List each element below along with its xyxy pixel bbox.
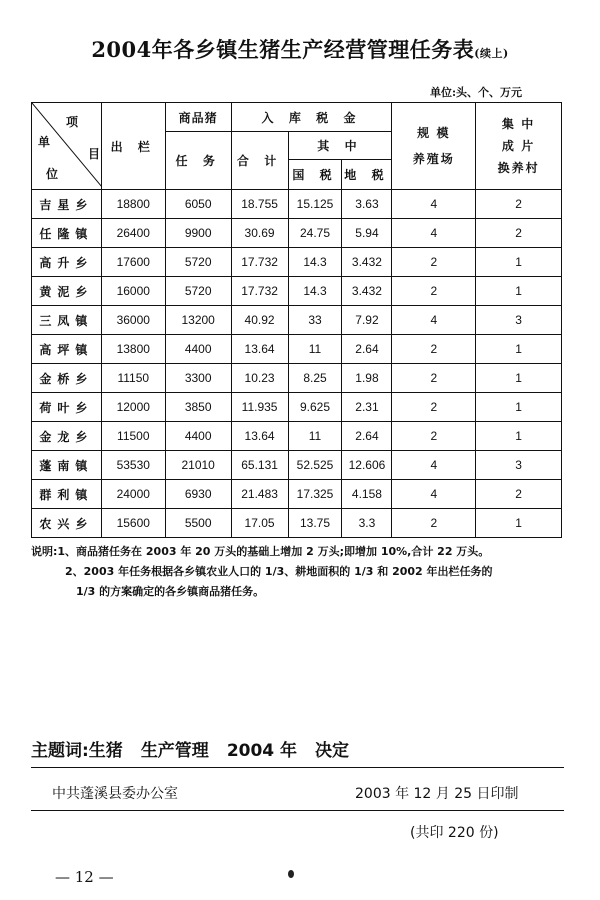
- copies-count: (共印 220 份): [410, 825, 499, 841]
- cell-chulan: 16000: [101, 277, 165, 306]
- page-title: [0, 34, 600, 64]
- cell-dishui: 2.64: [342, 422, 392, 451]
- cell-chulan: 12000: [101, 393, 165, 422]
- corner-top: 项: [66, 115, 79, 129]
- cell-renwu: 4400: [165, 335, 231, 364]
- cell-guimo: 4: [392, 480, 476, 509]
- cell-jizhong: 2: [476, 219, 562, 248]
- table-row: [32, 393, 562, 422]
- corner-header-cell: [32, 103, 102, 190]
- cell-jizhong: 1: [476, 277, 562, 306]
- cell-heji: 13.64: [231, 335, 288, 364]
- cell-jizhong: 2: [476, 190, 562, 219]
- cell-dishui: 3.432: [342, 277, 392, 306]
- cell-jizhong: 1: [476, 509, 562, 538]
- cell-guimo: 2: [392, 364, 476, 393]
- header-chulan: 出 栏: [101, 103, 165, 190]
- cell-dishui: 3.3: [342, 509, 392, 538]
- header-guoshui: 国 税: [288, 160, 342, 190]
- cell-jizhong: 1: [476, 422, 562, 451]
- cell-jizhong: 1: [476, 335, 562, 364]
- cell-dishui: 4.158: [342, 480, 392, 509]
- cell-heji: 17.732: [231, 248, 288, 277]
- cell-chulan: 26400: [101, 219, 165, 248]
- cell-jizhong: 2: [476, 480, 562, 509]
- note-line-1: 说明:1、商品猪任务在 2003 年 20 万头的基础上增加 2 万头;即增加 10%,合计 22 万头。: [31, 545, 490, 558]
- table-row: [32, 190, 562, 219]
- table-row: [32, 306, 562, 335]
- keyword-label: 主题词:生猪: [31, 741, 123, 761]
- cell-chulan: 11500: [101, 422, 165, 451]
- cell-guimo: 2: [392, 422, 476, 451]
- cell-renwu: 9900: [165, 219, 231, 248]
- table-row: [32, 480, 562, 509]
- header-jizhong-line1: 集 中: [501, 117, 536, 131]
- divider-bottom: [31, 810, 564, 811]
- cell-guimo: 2: [392, 277, 476, 306]
- cell-jizhong: 1: [476, 248, 562, 277]
- table-row: [32, 277, 562, 306]
- cell-heji: 13.64: [231, 422, 288, 451]
- cell-guoshui: 11: [288, 335, 342, 364]
- header-jizhong-line3: 换养村: [497, 161, 540, 175]
- table-row: [32, 248, 562, 277]
- cell-name: 高坪镇: [32, 335, 102, 364]
- cell-chulan: 36000: [101, 306, 165, 335]
- cell-dishui: 3.432: [342, 248, 392, 277]
- table-row: [32, 422, 562, 451]
- cell-name: 荷叶乡: [32, 393, 102, 422]
- divider-top: [31, 767, 564, 768]
- cell-heji: 17.05: [231, 509, 288, 538]
- print-date: 2003 年 12 月 25 日印制: [355, 786, 519, 802]
- cell-dishui: 2.31: [342, 393, 392, 422]
- cell-name: 金桥乡: [32, 364, 102, 393]
- cell-dishui: 3.63: [342, 190, 392, 219]
- corner-right: 目: [88, 147, 101, 161]
- header-jizhong: [476, 103, 562, 190]
- header-guimo-line1: 规 模: [417, 126, 451, 140]
- cell-renwu: 5500: [165, 509, 231, 538]
- cell-guoshui: 14.3: [288, 248, 342, 277]
- cell-renwu: 13200: [165, 306, 231, 335]
- cell-guoshui: 9.625: [288, 393, 342, 422]
- cell-renwu: 5720: [165, 277, 231, 306]
- cell-name: 蓬南镇: [32, 451, 102, 480]
- cell-heji: 11.935: [231, 393, 288, 422]
- header-shangpinzhu: 商品猪: [165, 103, 231, 132]
- cell-guimo: 4: [392, 451, 476, 480]
- table-row: [32, 335, 562, 364]
- header-guimo-line2: 养殖场: [412, 152, 455, 166]
- note-line-3: 1/3 的方案确定的各乡镇商品猪任务。: [76, 585, 265, 598]
- cell-jizhong: 3: [476, 451, 562, 480]
- cell-heji: 65.131: [231, 451, 288, 480]
- cell-guoshui: 13.75: [288, 509, 342, 538]
- table-row: [32, 451, 562, 480]
- cell-guoshui: 11: [288, 422, 342, 451]
- cell-dishui: 5.94: [342, 219, 392, 248]
- table-row: [32, 364, 562, 393]
- cell-name: 农兴乡: [32, 509, 102, 538]
- header-ruku: 入 库 税 金: [231, 103, 392, 132]
- cell-heji: 21.483: [231, 480, 288, 509]
- title-text: 2004年各乡镇生猪生产经营管理任务表: [91, 37, 475, 62]
- cell-name: 高升乡: [32, 248, 102, 277]
- corner-left: 单: [38, 135, 51, 149]
- cell-dishui: 12.606: [342, 451, 392, 480]
- issuer: 中共蓬溪县委办公室: [52, 786, 178, 802]
- note-line-2: 2、2003 年任务根据各乡镇农业人口的 1/3、耕地面积的 1/3 和 2002 年出栏任务的: [65, 565, 493, 578]
- cell-guimo: 4: [392, 190, 476, 219]
- cell-guoshui: 15.125: [288, 190, 342, 219]
- cell-guoshui: 24.75: [288, 219, 342, 248]
- corner-bottom: 位: [46, 167, 59, 181]
- header-heji: 合 计: [231, 132, 288, 190]
- cell-chulan: 11150: [101, 364, 165, 393]
- cell-jizhong: 1: [476, 393, 562, 422]
- cell-guimo: 4: [392, 306, 476, 335]
- cell-renwu: 3300: [165, 364, 231, 393]
- header-jizhong-line2: 成 片: [501, 139, 536, 153]
- header-qizhong: 其 中: [288, 132, 392, 160]
- subject-keywords: [31, 736, 367, 761]
- cell-dishui: 1.98: [342, 364, 392, 393]
- cell-renwu: 6050: [165, 190, 231, 219]
- cell-name: 三凤镇: [32, 306, 102, 335]
- cell-dishui: 2.64: [342, 335, 392, 364]
- header-guimo: [392, 103, 476, 190]
- cell-dishui: 7.92: [342, 306, 392, 335]
- cell-guimo: 2: [392, 335, 476, 364]
- table-row: [32, 219, 562, 248]
- header-renwu: 任 务: [165, 132, 231, 190]
- cell-name: 金龙乡: [32, 422, 102, 451]
- cell-guimo: 2: [392, 248, 476, 277]
- cell-chulan: 17600: [101, 248, 165, 277]
- keyword-4: 决定: [315, 741, 350, 761]
- cell-jizhong: 3: [476, 306, 562, 335]
- cell-chulan: 15600: [101, 509, 165, 538]
- ink-dot: [288, 870, 294, 878]
- table-row: [32, 509, 562, 538]
- cell-name: 群利镇: [32, 480, 102, 509]
- task-table: [31, 102, 562, 538]
- cell-heji: 10.23: [231, 364, 288, 393]
- cell-heji: 18.755: [231, 190, 288, 219]
- cell-renwu: 6930: [165, 480, 231, 509]
- cell-guoshui: 17.325: [288, 480, 342, 509]
- header-dishui: 地 税: [342, 160, 392, 190]
- cell-guoshui: 33: [288, 306, 342, 335]
- cell-renwu: 3850: [165, 393, 231, 422]
- cell-heji: 40.92: [231, 306, 288, 335]
- cell-renwu: 4400: [165, 422, 231, 451]
- cell-heji: 17.732: [231, 277, 288, 306]
- cell-chulan: 13800: [101, 335, 165, 364]
- page-number: — 12 —: [55, 868, 114, 886]
- cell-name: 吉星乡: [32, 190, 102, 219]
- title-suffix: (续上): [474, 47, 509, 60]
- notes: [31, 542, 576, 602]
- cell-name: 黄泥乡: [32, 277, 102, 306]
- cell-chulan: 24000: [101, 480, 165, 509]
- cell-guimo: 4: [392, 219, 476, 248]
- cell-heji: 30.69: [231, 219, 288, 248]
- cell-chulan: 18800: [101, 190, 165, 219]
- cell-guoshui: 52.525: [288, 451, 342, 480]
- cell-name: 任隆镇: [32, 219, 102, 248]
- cell-guimo: 2: [392, 393, 476, 422]
- cell-guimo: 2: [392, 509, 476, 538]
- unit-label: 单位:头、个、万元: [430, 86, 523, 99]
- cell-guoshui: 14.3: [288, 277, 342, 306]
- cell-renwu: 5720: [165, 248, 231, 277]
- cell-jizhong: 1: [476, 364, 562, 393]
- keyword-3: 2004 年: [226, 741, 298, 761]
- cell-chulan: 53530: [101, 451, 165, 480]
- keyword-2: 生产管理: [140, 741, 209, 761]
- cell-renwu: 21010: [165, 451, 231, 480]
- cell-guoshui: 8.25: [288, 364, 342, 393]
